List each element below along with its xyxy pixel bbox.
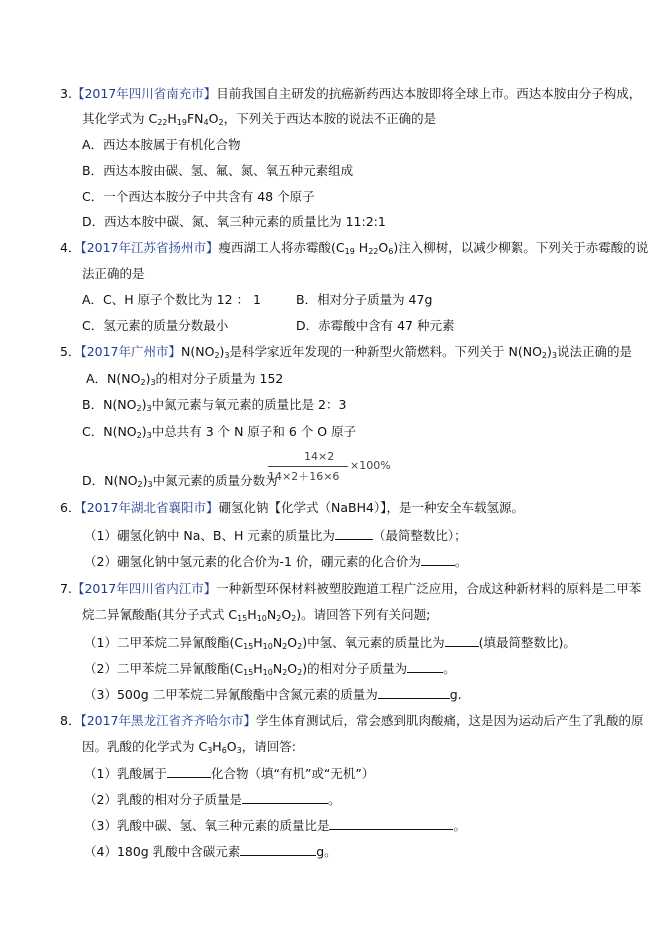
q7-sub1: （1）二甲苯烷二异氰酸酯$(C_{15}H_{10}N_2O_2)$中氢、氧元素的质量比为 (填最简整数比)。 xyxy=(84,635,576,651)
q3-option-a: A．西达本胺属于有机化合物 xyxy=(82,137,241,152)
q4-option-c: C．氢元素的质量分数最小 xyxy=(82,318,229,333)
q8-sub2: （2）乳酸的相对分子质量是 。 xyxy=(84,792,341,807)
q6-source: 【2017年湖北省襄阳市】 xyxy=(80,500,219,515)
q8-answer-blank-4[interactable] xyxy=(240,843,316,856)
q5-number: 5． xyxy=(60,344,81,359)
q3-option-c: C．一个西达本胺分子中共含有 48 个原子 xyxy=(82,189,315,204)
q5-option-a: A．$N(NO_2)_3$的相对分子质量为 152 xyxy=(86,371,284,387)
q8-sub3: （3）乳酸中碳、氢、氧三种元素的质量比是 。 xyxy=(84,818,466,833)
q4-line2: 法正确的是 xyxy=(82,266,145,281)
q8-answer-blank-2[interactable] xyxy=(242,791,328,804)
mass-fraction-formula xyxy=(266,450,391,484)
q3-line1: 3.【2017年四川省南充市】目前我国自主研发的抗癌新药西达本胺即将全球上市。西达本胺由分子构成， xyxy=(60,86,642,101)
q5-option-b: B．$N(NO_2)_3$中氮元素与氧元素的质量比是 2：3 xyxy=(82,397,347,413)
fraction-percent: ×100% xyxy=(350,459,391,472)
q7-source: 【2017年四川省内江市】 xyxy=(71,581,217,596)
q6-answer-blank-1[interactable] xyxy=(335,527,373,540)
q8-line2: 因。乳酸的化学式为 $C_3H_6O_3$，请回答: xyxy=(82,739,296,755)
q3-option-b: B．西达本胺由碳、氢、氟、氮、氧五种元素组成 xyxy=(82,163,354,178)
q4-option-a: A．C、H 原子个数比为 12 ： 1 xyxy=(82,292,261,307)
q8-sub4: （4）180g 乳酸中含碳元素 g。 xyxy=(84,844,337,859)
q7-answer-blank-1[interactable] xyxy=(445,634,479,647)
q3-line2: 其化学式为 $C_{22}H_{19}FN_4O_2$，下列关于西达本胺的说法不正确的是 xyxy=(82,111,437,127)
fraction-bar xyxy=(268,466,348,467)
q8-sub1: （1）乳酸属于 化合物（填“有机”或“无机”） xyxy=(84,766,375,781)
fraction-numerator: 14×2 xyxy=(304,450,335,463)
q7-line1: 7.【2017年四川省内江市】一种新型环保材料被塑胶跑道工程广泛应用，合成这种新材料的原料是二甲苯 xyxy=(60,581,642,596)
q4-line1: 4．【2017年江苏省扬州市】瘦西湖工人将赤霉酸($C_{19}$ $H_{22}O_6$)注入柳树，以减少柳絮。下列关于赤霉酸的说 xyxy=(60,240,649,256)
q8-number: 8． xyxy=(60,713,81,728)
q8-source: 【2017年黑龙江省齐齐哈尔市】 xyxy=(80,713,257,728)
q7-line2: 烷二异氰酸酯(其分子式式 $C_{15}H_{10}N_2O_2$)。请回答下列有关问题; xyxy=(82,607,431,623)
q8-answer-blank-1[interactable] xyxy=(167,765,211,778)
q6-line1: 6．【2017年湖北省襄阳市】硼氢化钠【化学式（NaBH4）】，是一种安全车载氢源。 xyxy=(60,500,524,515)
q8-answer-blank-3[interactable] xyxy=(329,817,453,830)
q4-number: 4． xyxy=(60,240,81,255)
q6-sub2: （2）硼氢化钠中氢元素的化合价为-1 价，硼元素的化合价为 。 xyxy=(84,554,468,569)
q3-option-d: D．西达本胺中碳、氮、氧三种元素的质量比为 11:2:1 xyxy=(82,214,386,229)
q5-option-c: C．$N(NO_2)_3$中总共有 3 个 N 原子和 6 个 O 原子 xyxy=(82,424,357,440)
q3-source: 【2017年四川省南充市】 xyxy=(71,86,217,101)
q6-answer-blank-2[interactable] xyxy=(421,553,455,566)
q7-sub3: （3）500g 二甲苯烷二异氰酸酯中含氮元素的质量为 g. xyxy=(84,687,462,702)
q5-option-d: D．$N(NO_2)_3$中氮元素的质量分数为 xyxy=(82,473,278,489)
fraction-denominator: 14×2＋16×6 xyxy=(268,470,340,483)
q5-line1: 5．【2017年广州市】$N(NO_2)_3$是科学家近年发现的一种新型火箭燃料。下列关于 $N(NO_2)_3$说法正确的是 xyxy=(60,344,633,360)
q7-sub2: （2）二甲苯烷二异氰酸酯$(C_{15}H_{10}N_2O_2)$的相对分子质量为 。 xyxy=(84,661,456,677)
q7-answer-blank-2[interactable] xyxy=(407,660,443,673)
q3-number: 3. xyxy=(60,86,72,101)
q7-number: 7. xyxy=(60,581,72,596)
q6-number: 6． xyxy=(60,500,81,515)
q4-option-d: D．赤霉酸中含有 47 种元素 xyxy=(296,318,455,333)
q6-sub1: （1）硼氢化钠中 Na、B、H 元素的质量比为 （最简整数比）； xyxy=(84,528,467,543)
q4-source: 【2017年江苏省扬州市】 xyxy=(80,240,219,255)
q5-source: 【2017年广州市】 xyxy=(80,344,182,359)
q7-answer-blank-3[interactable] xyxy=(378,686,450,699)
q8-line1: 8．【2017年黑龙江省齐齐哈尔市】学生体育测试后，常会感到肌肉酸痛，这是因为运动后产生了乳酸的原 xyxy=(60,713,644,728)
q4-option-b: B．相对分子质量为 47g xyxy=(296,292,433,307)
